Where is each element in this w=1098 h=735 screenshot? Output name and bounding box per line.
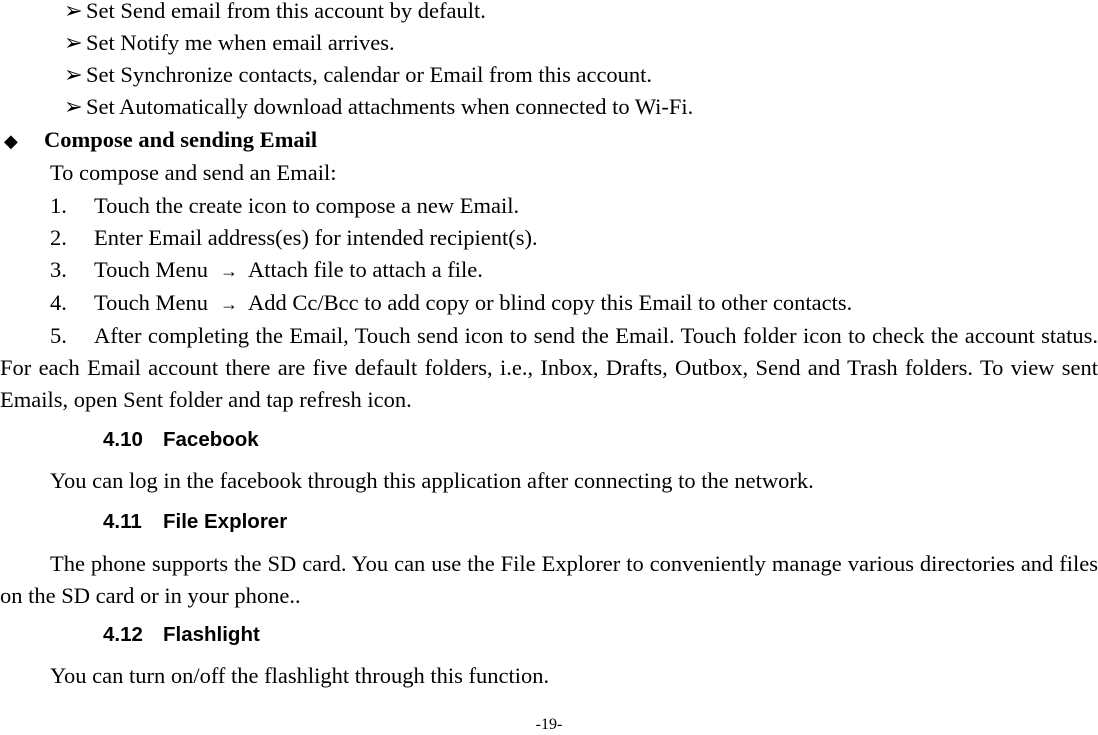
right-arrow-icon: → bbox=[220, 294, 239, 314]
settings-bullet-3: ➢ Set Synchronize contacts, calendar or Email from this account. bbox=[64, 62, 653, 87]
section-heading-facebook: 4.10 Facebook bbox=[103, 428, 259, 451]
compose-step-5: 5. After completing the Email, Touch send icon to send the Email. Touch folder icon to check the account status. For each Email account there are five default folders, i.e., Inbox, Drafts, Outbox, Send and Trash folders. To view sent Emails, open Sent folder and tap refresh icon. bbox=[0, 323, 1098, 412]
section-text-flashlight: You can turn on/off the flashlight through this function. bbox=[50, 663, 550, 688]
compose-step-3: 3. Touch Menu → Attach file to attach a file. bbox=[50, 256, 483, 285]
settings-bullet-1: ➢ Set Send email from this account by default. bbox=[64, 0, 486, 25]
settings-bullet-2: ➢ Set Notify me when email arrives. bbox=[64, 30, 395, 55]
compose-step-1: 1. Touch the create icon to compose a new Email. bbox=[50, 193, 520, 218]
compose-heading: ◆ Compose and sending Email bbox=[4, 126, 317, 155]
arrow-bullet-icon: ➢ bbox=[64, 94, 83, 119]
arrow-bullet-icon: ➢ bbox=[64, 62, 83, 87]
section-text-file-explorer: The phone supports the SD card. You can use the File Explorer to conveniently manage various directories and files on the SD card or in your phone.. bbox=[0, 551, 1098, 608]
compose-step-4: 4. Touch Menu → Add Cc/Bcc to add copy or blind copy this Email to other contacts. bbox=[50, 289, 852, 318]
page-number: -19- bbox=[535, 716, 563, 733]
settings-bullet-4: ➢ Set Automatically download attachments when connected to Wi-Fi. bbox=[64, 94, 694, 119]
compose-step-2: 2. Enter Email address(es) for intended recipient(s). bbox=[50, 225, 538, 250]
arrow-bullet-icon: ➢ bbox=[64, 0, 83, 23]
arrow-bullet-icon: ➢ bbox=[64, 30, 83, 55]
diamond-bullet-icon: ◆ bbox=[4, 131, 18, 151]
section-heading-file-explorer: 4.11 File Explorer bbox=[103, 510, 288, 533]
right-arrow-icon: → bbox=[220, 261, 239, 281]
section-heading-flashlight: 4.12 Flashlight bbox=[103, 623, 260, 646]
section-text-facebook: You can log in the facebook through this application after connecting to the network. bbox=[50, 468, 814, 493]
compose-intro: To compose and send an Email: bbox=[50, 160, 337, 185]
